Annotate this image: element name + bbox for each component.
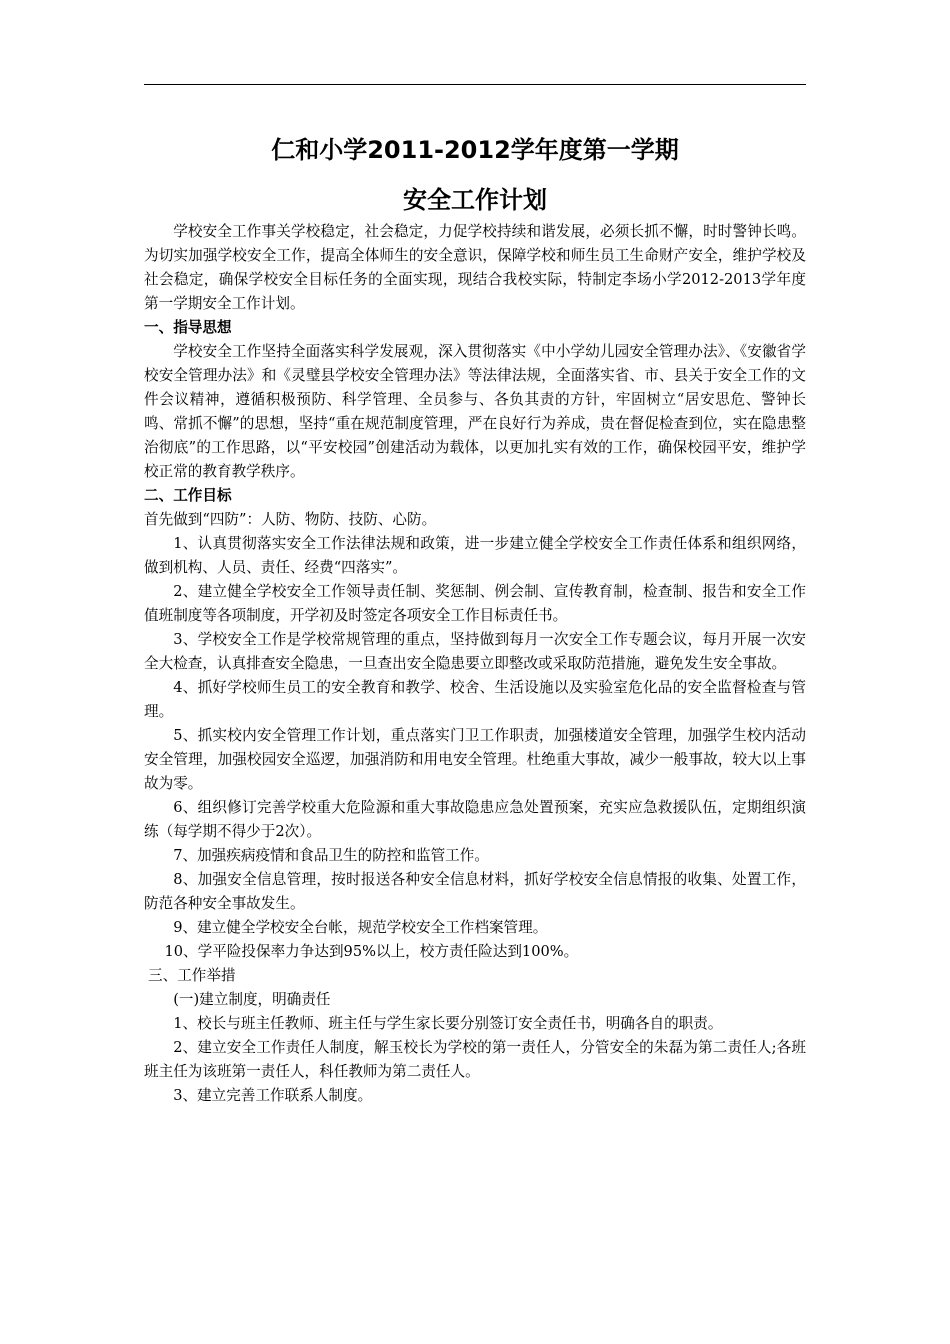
goal-item: 7、加强疾病疫情和食品卫生的防控和监管工作。 (173, 847, 489, 864)
section-heading-work-goals: 二、工作目标 (144, 487, 232, 504)
goal-item: 10、学平险投保率力争达到95%以上，校方责任险达到100%。 (164, 943, 579, 960)
document-body (144, 220, 806, 1108)
goal-item: 1、认真贯彻落实安全工作法律法规和政策，进一步建立健全学校安全工作责任体系和组织网络，做到机构、人员、责任、经费“四落实”。 (144, 535, 806, 576)
intro-paragraph: 学校安全工作事关学校稳定，社会稳定，力促学校持续和谐发展，必须长抓不懈，时时警钟长鸣。为切实加强学校安全工作，提高全体师生的安全意识，保障学校和师生员工生命财产安全，维护学校及社会稳定，确保学校安全目标任务的全面实现，现结合我校实际，特制定李场小学2012-2013学年度第一学期安全工作计划。 (144, 223, 806, 312)
goal-item: 8、加强安全信息管理，按时报送各种安全信息材料，抓好学校安全信息情报的收集、处置工作，防范各种安全事故发生。 (144, 871, 806, 912)
goal-item: 6、组织修订完善学校重大危险源和重大事故隐患应急处置预案，充实应急救援队伍，定期组织演练（每学期不得少于2次）。 (144, 799, 806, 840)
work-goals-lead: 首先做到“四防”：人防、物防、技防、心防。 (144, 511, 437, 528)
measure-item: 1、校长与班主任教师、班主任与学生家长要分别签订安全责任书，明确各自的职责。 (173, 1015, 723, 1032)
header-rule (144, 84, 806, 85)
guiding-thought-paragraph: 学校安全工作坚持全面落实科学发展观，深入贯彻落实《中小学幼儿园安全管理办法》、《安徽省学校安全管理办法》和《灵璧县学校安全管理办法》等法律法规，全面落实省、市、县关于安全工作的文件会议精神，遵循积极预防、科学管理、全员参与、各负其责的方针，牢固树立“居安思危、警钟长鸣、常抓不懈”的思想，坚持“重在规范制度管理，严在良好行为养成，贵在督促检查到位，实在隐患整治彻底”的工作思路，以“平安校园”创建活动为载体，以更加扎实有效的工作，确保校园平安，维护学校正常的教育教学秩序。 (144, 343, 806, 480)
goal-item: 9、建立健全学校安全台帐，规范学校安全工作档案管理。 (173, 919, 548, 936)
measure-item: 3、建立完善工作联系人制度。 (173, 1087, 373, 1104)
document-subtitle: 安全工作计划 (403, 186, 547, 214)
section-heading-guiding-thought: 一、指导思想 (144, 319, 232, 336)
goal-item: 2、建立健全学校安全工作领导责任制、奖惩制、例会制、宣传教育制，检查制、报告和安全工作值班制度等各项制度，开学初及时签定各项安全工作目标责任书。 (144, 583, 806, 624)
goal-item: 4、抓好学校师生员工的安全教育和教学、校舍、生活设施以及实验室危化品的安全监督检查与管理。 (144, 679, 806, 720)
goal-item: 3、学校安全工作是学校常规管理的重点，坚持做到每月一次安全工作专题会议，每月开展一次安全大检查，认真排查安全隐患，一旦查出安全隐患要立即整改或采取防范措施，避免发生安全事故。 (144, 631, 806, 672)
section-heading-work-measures: 三、工作举措 (148, 967, 236, 984)
measure-item: 2、建立安全工作责任人制度，解玉校长为学校的第一责任人，分管安全的朱磊为第二责任人;各班班主任为该班第一责任人，科任教师为第二责任人。 (144, 1039, 806, 1080)
measures-subheading: (一)建立制度，明确责任 (173, 991, 331, 1008)
goal-item: 5、抓实校内安全管理工作计划，重点落实门卫工作职责，加强楼道安全管理，加强学生校内活动安全管理，加强校园安全巡逻，加强消防和用电安全管理。杜绝重大事故，减少一般事故，较大以上事故为零。 (144, 727, 806, 792)
document-title: 仁和小学2011-2012学年度第一学期 (271, 136, 679, 164)
